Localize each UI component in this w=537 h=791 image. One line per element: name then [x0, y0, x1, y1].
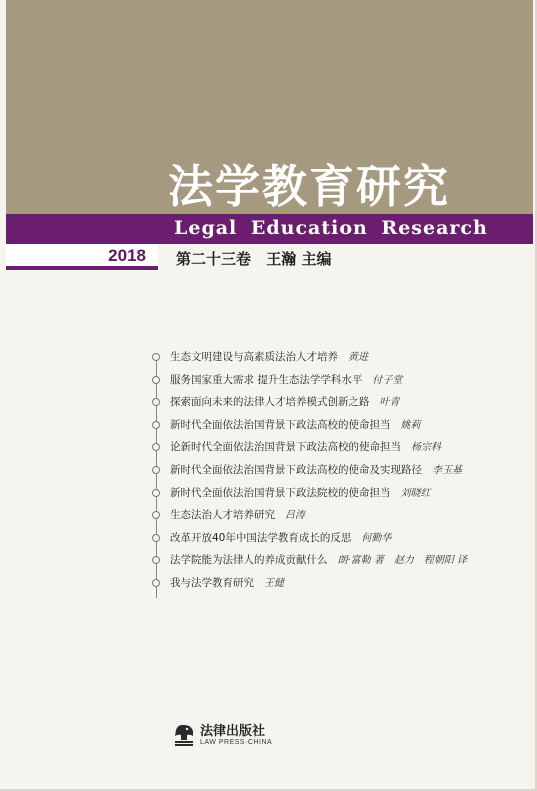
year-box [6, 244, 158, 270]
toc-entry-title: 生态法治人才培养研究 [170, 509, 275, 522]
title-english: Legal Education Research [174, 217, 488, 239]
toc-entry-author: 黄进 [348, 352, 368, 363]
editor-label: 王瀚 主编 [266, 250, 332, 268]
toc-entry-title: 我与法学教育研究 [170, 577, 254, 589]
toc-entry-title: 新时代全面依法治国背景下政法院校的使命担当 [170, 486, 391, 499]
publisher-name-en: LAW PRESS·CHINA [200, 739, 273, 746]
publisher-lion-logo-icon [172, 722, 196, 748]
toc-bullet-icon [152, 398, 160, 406]
toc-entry-title: 论新时代全面依法治国背景下政法高校的使命担当 [170, 441, 401, 454]
toc-bullet-icon [152, 511, 160, 519]
toc-entry-text [170, 529, 391, 548]
toc-entry-text [170, 348, 368, 367]
title-chinese: 法学教育研究 [168, 160, 451, 213]
toc-entry-author: 付子堂 [372, 374, 403, 386]
toc-entry-author: 刘晓红 [400, 487, 431, 499]
toc-entry-author: 吕涛 [285, 510, 305, 522]
toc-entry-text [170, 393, 400, 412]
toc-entry-author: 姚莉 [400, 419, 421, 431]
toc-entry-author: 何勤华 [361, 532, 392, 544]
toc-entry-title: 探索面向未来的法律人才培养模式创新之路 [170, 396, 370, 409]
toc-bullet-icon [152, 556, 160, 564]
toc-entry-title: 改革开放40年中国法学教育成长的反思 [170, 531, 352, 544]
toc-entry-title: 法学院能为法律人的养成贡献什么 [170, 554, 328, 567]
volume-editor-line [176, 248, 331, 269]
volume-label: 第二十三卷 [176, 250, 252, 268]
toc-entry-text [170, 461, 462, 480]
toc-bullet-icon [152, 421, 160, 429]
toc-entry-author: 王健 [264, 578, 284, 589]
toc-entry-author: 朗·富勒 著 赵力 程朝阳 译 [337, 555, 468, 567]
toc-entry-text [170, 371, 402, 390]
publisher-block [172, 720, 302, 754]
toc-bullet-icon [152, 376, 160, 384]
year-label: 2018 [108, 246, 146, 265]
toc-entry-text [170, 416, 421, 435]
toc-entry-author: 杨宗科 [411, 442, 441, 454]
toc-entry-text [170, 438, 441, 457]
toc-bullet-icon [152, 579, 160, 587]
toc-entry-text [170, 574, 284, 593]
toc-bullet-icon [152, 534, 160, 542]
toc-bullet-icon [152, 353, 160, 361]
toc-bullet-icon [152, 443, 160, 451]
toc-entry-title: 生态文明建设与高素质法治人才培养 [170, 351, 338, 363]
toc-entry-text [170, 484, 431, 503]
table-of-contents [152, 348, 512, 598]
toc-entry-title: 服务国家重大需求 提升生态法学学科水平 [170, 373, 363, 386]
publisher-name-cn: 法律出版社 [200, 724, 266, 739]
toc-entry-title: 新时代全面依法治国背景下政法高校的使命担当 [170, 418, 391, 431]
toc-entry-title: 新时代全面依法治国背景下政法高校的使命及实现路径 [170, 464, 422, 476]
toc-bullet-icon [152, 466, 160, 474]
toc-entry-author: 叶青 [379, 397, 400, 409]
toc-entry-author: 李玉基 [432, 465, 462, 476]
toc-entry-text [170, 506, 305, 525]
toc-entry-text [170, 551, 467, 570]
toc-bullet-icon [152, 489, 160, 497]
